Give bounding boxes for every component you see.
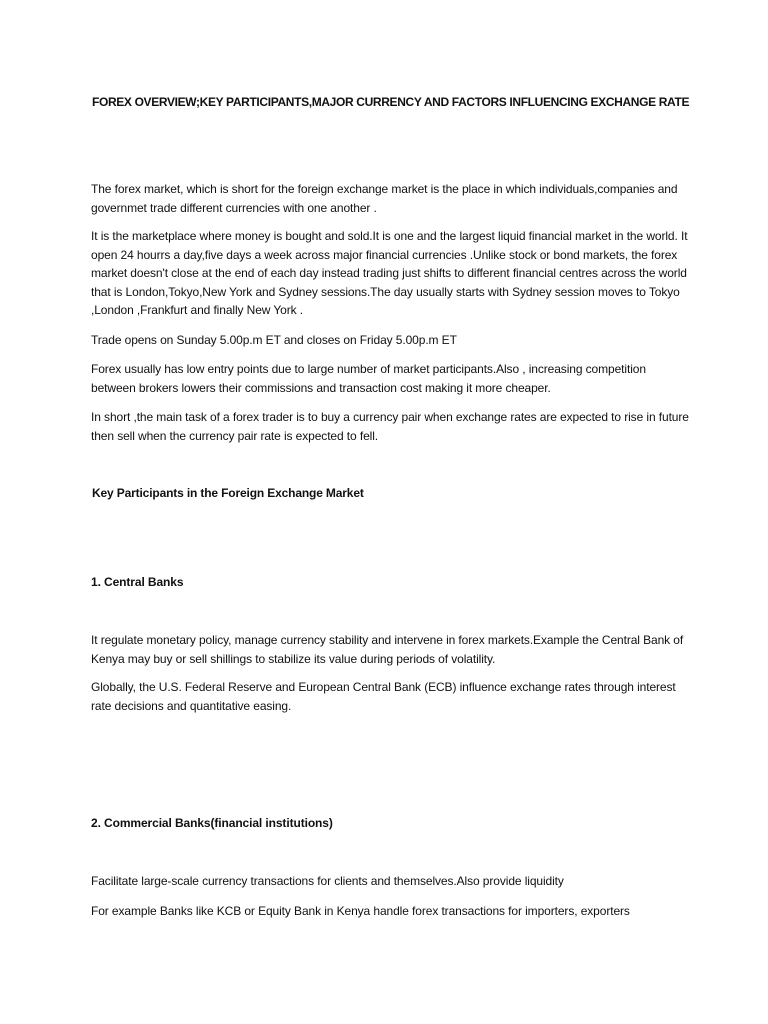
participants-heading: Key Participants in the Foreign Exchange Market xyxy=(92,486,364,500)
intro-paragraph-3: Trade opens on Sunday 5.00p.m ET and closes on Friday 5.00p.m ET xyxy=(91,333,457,347)
intro-paragraph-4: Forex usually has low entry points due to large number of market participants.Also , increasing competition between brokers lowers their commissions and transaction cost making it more cheaper. xyxy=(91,362,646,395)
central-banks-paragraph-2: Globally, the U.S. Federal Reserve and European Central Bank (ECB) influence exchange rates through interest rate decisions and quantitative easing. xyxy=(91,680,676,713)
intro-paragraph-2: It is the marketplace where money is bought and sold.It is one and the largest liquid financial market in the world. It open 24 hourrs a day,five days a week across major financial currencies .Unlike stock or bond markets, the forex market doesn't close at the end of each day instead trading just shifts to different financial centres across the world that is London,Tokyo,New York and Sydney sessions.The day usually starts with Sydney session moves to Tokyo ,London ,Frankfurt and finally New York . xyxy=(91,229,688,317)
commercial-banks-paragraph-2: For example Banks like KCB or Equity Bank in Kenya handle forex transactions for importers, exporters xyxy=(91,904,630,918)
intro-paragraph-5: In short ,the main task of a forex trader is to buy a currency pair when exchange rates are expected to rise in future then sell when the currency pair rate is expected to fell. xyxy=(91,410,689,443)
central-banks-paragraph-1: It regulate monetary policy, manage currency stability and intervene in forex markets.Example the Central Bank of Kenya may buy or sell shillings to stabilize its value during periods of volatility. xyxy=(91,633,684,666)
commercial-banks-paragraph-1: Facilitate large-scale currency transactions for clients and themselves.Also provide liquidity xyxy=(91,874,564,888)
central-banks-heading: 1. Central Banks xyxy=(91,575,184,589)
intro-paragraph-1: The forex market, which is short for the foreign exchange market is the place in which individuals,companies and governmet trade different currencies with one another . xyxy=(91,182,678,215)
commercial-banks-heading: 2. Commercial Banks(financial institutions) xyxy=(91,816,333,830)
document-title: FOREX OVERVIEW;KEY PARTICIPANTS,MAJOR CURRENCY AND FACTORS INFLUENCING EXCHANGE RATE xyxy=(92,95,690,109)
